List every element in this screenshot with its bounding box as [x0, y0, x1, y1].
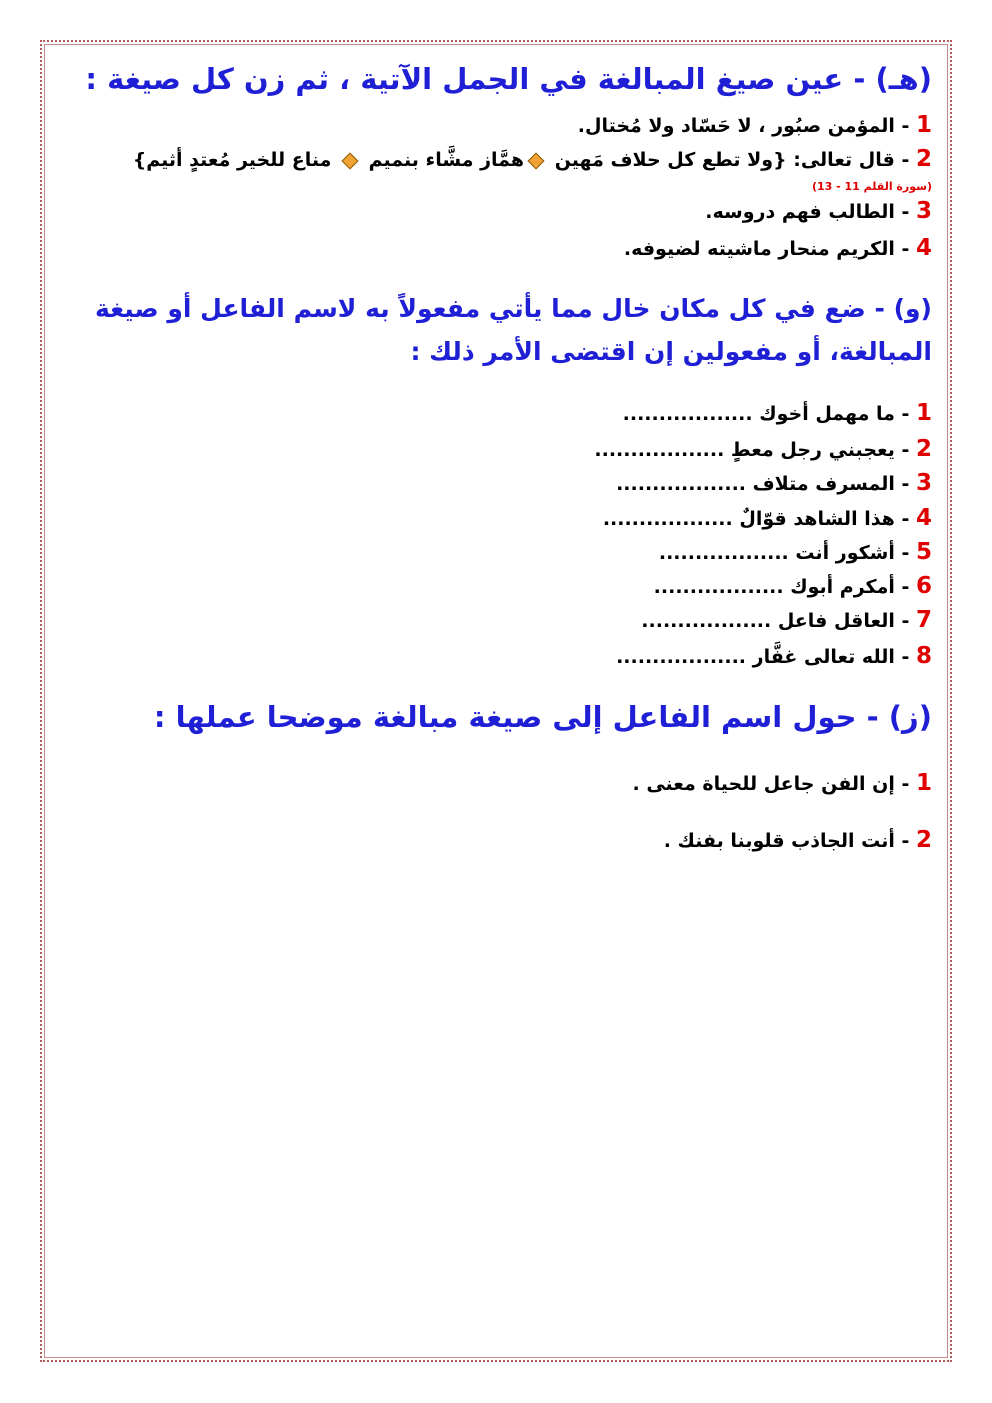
answer-blank[interactable]: ..................: [622, 403, 753, 425]
section-w-item-8: [616, 643, 932, 669]
item-text: - يعجبني رجل معطٍ: [724, 439, 916, 461]
item-text-part2: همَّاز مشَّاء بنميم: [362, 149, 525, 171]
section-w-title-line1: (و) - ضع في كل مكان خال مما يأتي مفعولاً به لاسم الفاعل أو صيغة: [95, 294, 932, 323]
section-h-title: (هـ) - عين صيغ المبالغة في الجمل الآتية ، ثم زن كل صيغة :: [85, 62, 932, 96]
item-number: 7: [915, 607, 932, 633]
item-text: - الطالب فهم دروسه.: [705, 201, 916, 223]
diamond-ornament-icon: [342, 152, 359, 169]
item-number: 1: [915, 112, 932, 138]
item-text: - أشكور أنت: [788, 542, 916, 564]
item-number: 1: [915, 770, 932, 796]
item-text: - إن الفن جاعل للحياة معنى .: [632, 773, 916, 795]
item-text: - ما مهمل أخوك: [752, 403, 916, 425]
item-number: 4: [915, 505, 932, 531]
item-number: 3: [915, 198, 932, 224]
section-w-item-3: [616, 470, 932, 496]
section-w-item-5: [659, 539, 932, 565]
answer-blank[interactable]: ..................: [653, 576, 784, 598]
item-number: 8: [915, 643, 932, 669]
item-text: - العاقل فاعل: [771, 610, 916, 632]
section-w-item-7: [641, 607, 932, 633]
item-number: 4: [915, 235, 932, 261]
diamond-ornament-icon: [528, 152, 545, 169]
item-text: - المسرف متلاف: [746, 473, 916, 495]
section-w-title-line2: المبالغة، أو مفعولين إن اقتضى الأمر ذلك :: [410, 337, 932, 366]
section-w-item-2: [594, 436, 932, 462]
section-h-item-2: [133, 146, 932, 172]
item-text: - المؤمن صبُور ، لا حَسّاد ولا مُختال.: [577, 115, 916, 137]
answer-blank[interactable]: ..................: [616, 646, 747, 668]
section-h-item-3: [705, 198, 932, 224]
section-h-item-1: [578, 112, 932, 138]
answer-blank[interactable]: ..................: [594, 439, 725, 461]
section-z-item-2: [664, 827, 932, 853]
answer-blank[interactable]: ..................: [658, 542, 789, 564]
item-text: - أنت الجاذب قلوبنا بفنك .: [663, 830, 916, 852]
section-w-item-4: [603, 505, 932, 531]
section-z-item-1: [633, 770, 933, 796]
quran-reference: (سورة القلم 11 - 13): [811, 180, 932, 193]
item-text: - أمكرم أبوك: [783, 576, 916, 598]
item-number: 2: [915, 827, 932, 853]
item-number: 2: [915, 436, 932, 462]
item-text-part3: مناع للخير مُعتدٍ أثيم}: [132, 149, 339, 171]
item-text: - الله تعالى غفَّار: [746, 646, 916, 668]
answer-blank[interactable]: ..................: [602, 508, 733, 530]
item-number: 1: [915, 400, 932, 426]
answer-blank[interactable]: ..................: [641, 610, 772, 632]
item-text-part1: - قال تعالى: {ولا تطع كل حلاف مَهين: [548, 149, 916, 171]
item-number: 3: [915, 470, 932, 496]
section-w-item-6: [654, 573, 932, 599]
item-number: 6: [915, 573, 932, 599]
answer-blank[interactable]: ..................: [616, 473, 746, 495]
item-text: - هذا الشاهد قوّالٌ: [732, 508, 916, 530]
item-number: 2: [915, 146, 932, 172]
section-z-title: (ز) - حول اسم الفاعل إلى صيغة مبالغة موضحا عملها :: [153, 700, 932, 734]
item-text: - الكريم منحار ماشيته لضيوفه.: [623, 238, 916, 260]
section-h-item-4: [624, 235, 932, 261]
item-number: 5: [915, 539, 932, 565]
section-w-item-1: [623, 400, 932, 426]
